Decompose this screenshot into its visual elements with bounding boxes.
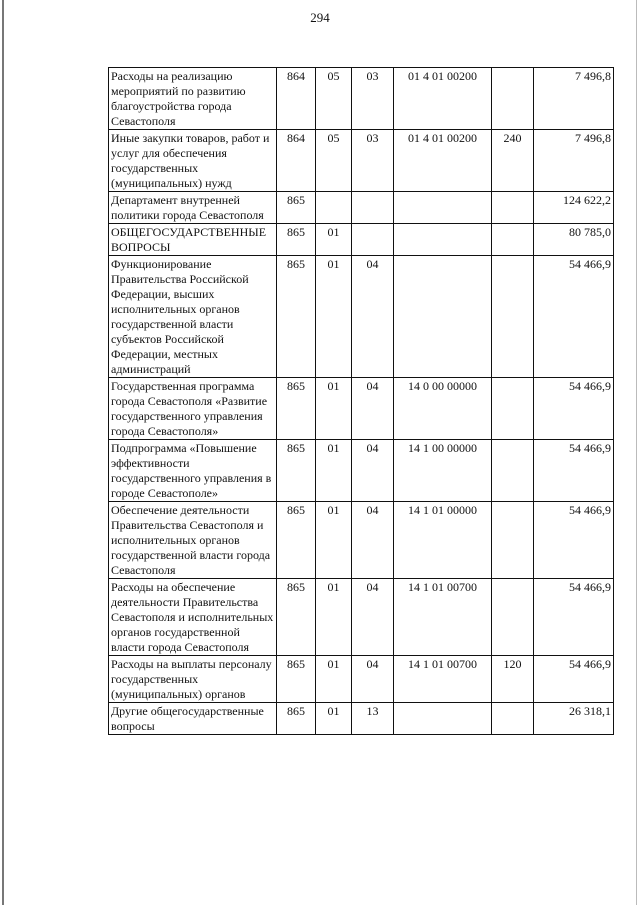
table-row [109,440,614,502]
target-article-code-cell: 14 1 01 00700 [394,579,492,656]
expense-name-cell: Расходы на обеспечение деятельности Правительства Севастополя и исполнительных органов государственной власти города Севастополя [109,579,277,656]
table-row [109,502,614,579]
section-code-cell: 01 [316,256,352,378]
table-row [109,378,614,440]
section-code-cell: 01 [316,656,352,703]
subsection-code-cell: 03 [352,130,394,192]
target-article-code-cell: 14 1 00 00000 [394,440,492,502]
amount-cell: 7 496,8 [534,68,614,130]
section-code-cell: 05 [316,68,352,130]
amount-cell: 54 466,9 [534,378,614,440]
section-code-cell [316,192,352,224]
expense-type-code-cell [492,579,534,656]
subsection-code-cell [352,192,394,224]
amount-cell: 54 466,9 [534,579,614,656]
section-code-cell: 01 [316,378,352,440]
grbs-code-cell: 865 [277,440,316,502]
amount-cell: 54 466,9 [534,656,614,703]
section-code-cell: 01 [316,703,352,735]
grbs-code-cell: 865 [277,502,316,579]
target-article-code-cell: 14 1 01 00000 [394,502,492,579]
expense-type-code-cell [492,440,534,502]
amount-cell: 54 466,9 [534,440,614,502]
table-row [109,579,614,656]
page-number: 294 [310,10,330,25]
target-article-code-cell: 01 4 01 00200 [394,130,492,192]
expense-type-code-cell [492,192,534,224]
expense-type-code-cell [492,224,534,256]
table-row [109,192,614,224]
grbs-code-cell: 864 [277,130,316,192]
grbs-code-cell: 865 [277,192,316,224]
target-article-code-cell: 14 1 01 00700 [394,656,492,703]
target-article-code-cell [394,224,492,256]
subsection-code-cell: 04 [352,256,394,378]
table-row [109,130,614,192]
expense-type-code-cell [492,256,534,378]
amount-cell: 124 622,2 [534,192,614,224]
subsection-code-cell: 04 [352,656,394,703]
target-article-code-cell: 01 4 01 00200 [394,68,492,130]
target-article-code-cell [394,256,492,378]
section-code-cell: 01 [316,224,352,256]
grbs-code-cell: 865 [277,224,316,256]
scan-edge-right [636,0,637,905]
section-code-cell: 01 [316,502,352,579]
expense-type-code-cell [492,378,534,440]
expense-type-code-cell: 240 [492,130,534,192]
amount-cell: 7 496,8 [534,130,614,192]
expense-name-cell: ОБЩЕГОСУДАРСТВЕННЫЕ ВОПРОСЫ [109,224,277,256]
subsection-code-cell: 04 [352,579,394,656]
subsection-code-cell: 04 [352,378,394,440]
expense-name-cell: Государственная программа города Севастополя «Развитие государственного управления города Севастополя» [109,378,277,440]
expense-name-cell: Расходы на выплаты персоналу государственных (муниципальных) органов [109,656,277,703]
expense-type-code-cell [492,502,534,579]
target-article-code-cell [394,703,492,735]
amount-cell: 54 466,9 [534,502,614,579]
grbs-code-cell: 865 [277,656,316,703]
expense-name-cell: Функционирование Правительства Российской Федерации, высших исполнительных органов государственной власти субъектов Российской Федерации, местных администраций [109,256,277,378]
grbs-code-cell: 865 [277,579,316,656]
subsection-code-cell: 03 [352,68,394,130]
section-code-cell: 01 [316,579,352,656]
amount-cell: 54 466,9 [534,256,614,378]
target-article-code-cell [394,192,492,224]
expense-name-cell: Департамент внутренней политики города Севастополя [109,192,277,224]
table-row [109,656,614,703]
table-row [109,703,614,735]
budget-table [108,67,614,735]
subsection-code-cell [352,224,394,256]
grbs-code-cell: 865 [277,378,316,440]
subsection-code-cell: 04 [352,502,394,579]
scan-edge-left [2,0,4,905]
table-row [109,256,614,378]
table-row [109,68,614,130]
expense-name-cell: Подпрограмма «Повышение эффективности государственного управления в городе Севастополе» [109,440,277,502]
grbs-code-cell: 865 [277,256,316,378]
expense-name-cell: Обеспечение деятельности Правительства Севастополя и исполнительных органов государственной власти города Севастополя [109,502,277,579]
grbs-code-cell: 864 [277,68,316,130]
expense-type-code-cell [492,68,534,130]
expense-type-code-cell: 120 [492,656,534,703]
budget-table-body [109,68,614,735]
target-article-code-cell: 14 0 00 00000 [394,378,492,440]
expense-name-cell: Иные закупки товаров, работ и услуг для обеспечения государственных (муниципальных) нужд [109,130,277,192]
subsection-code-cell: 04 [352,440,394,502]
section-code-cell: 01 [316,440,352,502]
section-code-cell: 05 [316,130,352,192]
table-row [109,224,614,256]
amount-cell: 26 318,1 [534,703,614,735]
expense-name-cell: Расходы на реализацию мероприятий по развитию благоустройства города Севастополя [109,68,277,130]
expense-name-cell: Другие общегосударственные вопросы [109,703,277,735]
expense-type-code-cell [492,703,534,735]
amount-cell: 80 785,0 [534,224,614,256]
subsection-code-cell: 13 [352,703,394,735]
grbs-code-cell: 865 [277,703,316,735]
